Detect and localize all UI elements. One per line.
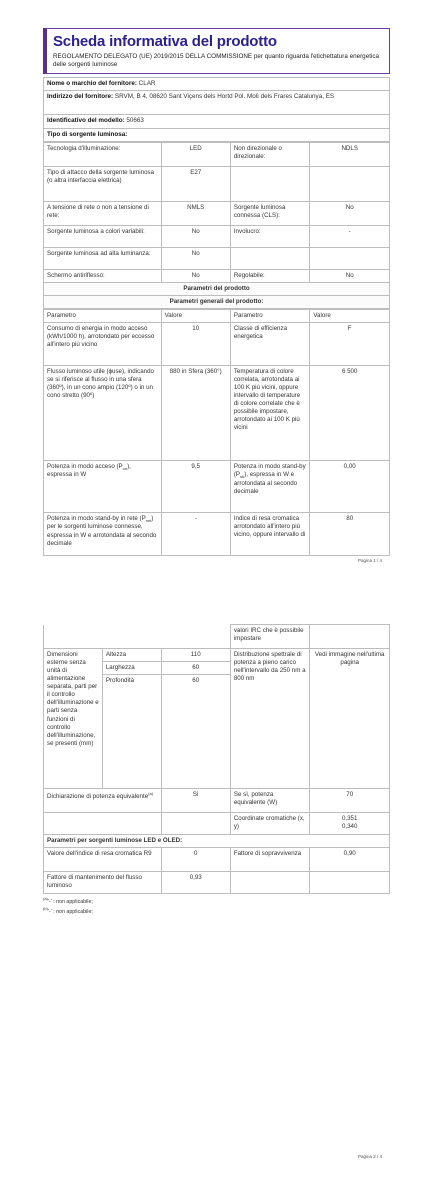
survival-value: 0,90 <box>310 848 390 872</box>
cell-value: LED <box>161 142 230 166</box>
cell-value: No <box>161 247 230 269</box>
cell-label: Potenza in modo stand-by $(P_{sb})$, espressa in W e arrotondata al secondo decimale <box>230 461 310 513</box>
section-title: Parametri generali del prodotto: <box>44 295 390 308</box>
cell-label: Non direzionale o direzionale: <box>230 142 310 166</box>
column-header: Parametro <box>44 309 162 322</box>
cell-label: Temperatura di colore correlata, arrotondata ai 100 K più vicini, oppure intervallo di temperature di colore correlate che è possibile impostare, arrotondato ai 100 K più vicini <box>230 366 310 461</box>
page-2 <box>43 624 390 917</box>
page-1 <box>43 28 390 556</box>
cell-value: NDLS <box>310 142 390 166</box>
source-type-label: Tipo di sorgente luminosa: <box>47 130 128 138</box>
cell-label: Potenza in modo acceso $(P_{on})$, espressa in W <box>44 461 162 513</box>
spectral-label: Distribuzione spettrale di potenza a pieno carico nell'intervallo da 250 nm a 800 nm <box>230 649 310 789</box>
equiv-value: Sì <box>161 789 230 813</box>
cell-value: No <box>310 269 390 282</box>
r9-value: 0 <box>161 848 230 872</box>
chroma-y: 0,340 <box>341 823 358 831</box>
maint-value: 0,93 <box>161 872 230 894</box>
survival-label: Fattore di sopravvivenza <box>230 848 310 872</box>
table-row <box>44 166 390 201</box>
column-header: Valore <box>161 309 230 322</box>
cell-value: No <box>310 201 390 225</box>
section-title: Parametri del prodotto <box>44 282 390 295</box>
table-row <box>44 625 390 649</box>
cell-value: No <box>161 225 230 247</box>
cell-value: F <box>310 323 390 366</box>
table-row <box>44 142 390 166</box>
page-title: Scheda informativa del prodotto <box>53 33 277 50</box>
table-row <box>44 366 390 461</box>
cell-label <box>230 247 310 269</box>
cell-label: Schermo antiriflesso: <box>44 269 162 282</box>
cell-value: 80 <box>310 513 390 556</box>
footnote-a: $^{(a)}$'-' : non applicabile; <box>43 896 93 905</box>
cell-label: A tensione di rete o non a tensione di rete: <box>44 201 162 225</box>
cell-label: Involucro: <box>230 225 310 247</box>
source-type-row <box>43 129 390 142</box>
supplier-label: Nome o marchio del fornitore: <box>47 79 137 87</box>
page-number: Pagina 1 / 4 <box>358 558 383 563</box>
cell-label: Sorgente luminosa a colori variabili: <box>44 225 162 247</box>
supplier-value: CLAR <box>138 79 156 87</box>
cell-label: Sorgente luminosa ad alta luminanza: <box>44 247 162 269</box>
cell-value: 880 in Sfera (360°) <box>161 366 230 461</box>
model-row <box>43 115 390 129</box>
table-row <box>44 848 390 872</box>
cell-label: Potenza in modo stand-by in rete $(P_{net})$ per le sorgenti luminose connesse, espressa in W e arrotondata al secondo decimale <box>44 513 162 556</box>
cell-value: 0,00 <box>310 461 390 513</box>
r9-label: Valore dell'indice di resa cromatica R9 <box>44 848 162 872</box>
cell-label: Regolabile: <box>230 269 310 282</box>
equiv-power-value: 70 <box>310 789 390 813</box>
model-label: Identificativo del modello: <box>47 116 125 124</box>
chroma-label: Coordinate cromatiche (x, y) <box>230 813 310 835</box>
cell-value: 9,5 <box>161 461 230 513</box>
column-header: Valore <box>310 309 390 322</box>
supplier-row <box>43 77 390 91</box>
dim-width-label: Larghezza <box>102 662 161 675</box>
column-header: Parametro <box>230 309 310 322</box>
cell-label: Indice di resa cromatica arrotondato all'intero più vicino, oppure intervallo di <box>230 513 310 556</box>
dim-depth-value: 60 <box>161 675 230 789</box>
table-row <box>44 323 390 366</box>
equiv-label: Dichiarazione di potenza equivalente$^{(a)}$ <box>44 789 162 813</box>
chroma-value <box>310 813 390 835</box>
cell-value: 10 <box>161 323 230 366</box>
source-table <box>43 142 390 309</box>
dimensions-table <box>43 624 390 894</box>
model-value: 50663 <box>126 116 144 124</box>
cell-value: NMLS <box>161 201 230 225</box>
table-row <box>44 269 390 282</box>
cell-label: Flusso luminoso utile (ϕuse), indicando se si riferisce al flusso in una sfera (360º), in un cono ampio (120º) o in un cono stretto (90º) <box>44 366 162 461</box>
cell-value: - <box>310 225 390 247</box>
cell-label: Classe di efficienza energetica <box>230 323 310 366</box>
dim-height-value: 110 <box>161 649 230 662</box>
table-row <box>44 835 390 848</box>
page-number: Pagina 2 / 4 <box>358 1154 383 1159</box>
column-header-row <box>44 309 390 322</box>
cell-value: E27 <box>161 166 230 201</box>
address-row <box>43 91 390 115</box>
table-row <box>44 201 390 225</box>
title-box <box>43 28 390 74</box>
equiv-power-label: Se sì, potenza equivalente (W) <box>230 789 310 813</box>
dimensions-label: Dimensioni esterne senza unità di alimentazione separata, parti per il controllo dell'illuminazione e parti senza funzioni di controllo dell'illuminazione, se presenti (mm) <box>44 649 103 789</box>
spectral-value: Vedi immagine nell'ultima pagina <box>310 649 390 789</box>
dim-height-label: Altezza <box>102 649 161 662</box>
cell-label: Sorgente luminosa connessa (CLS): <box>230 201 310 225</box>
cell-label: Tipo di attacco della sorgente luminosa (o altra interfaccia elettrica) <box>44 166 162 201</box>
maint-label: Fattore di mantenimento del flusso luminoso <box>44 872 162 894</box>
table-row <box>44 872 390 894</box>
cell-value: - <box>161 513 230 556</box>
cell-label <box>230 166 310 201</box>
table-row <box>44 282 390 295</box>
dim-width-value: 60 <box>161 662 230 675</box>
section-title: Parametri per sorgenti luminose LED e OLED: <box>44 835 390 848</box>
table-row <box>44 461 390 513</box>
address-value: SRVM, B 4, 08620 Sant Viçens dels Hortd Pol. Molì dels Frares Catalunya, ES <box>114 92 335 100</box>
table-row <box>44 513 390 556</box>
chroma-x: 0,351 <box>341 815 358 823</box>
table-row <box>44 649 390 662</box>
cell-value <box>310 247 390 269</box>
footnote-b: $^{(b)}$'-' : non applicabile; <box>43 906 93 916</box>
table-row <box>44 225 390 247</box>
cell-label: Tecnologia d'illuminazione: <box>44 142 162 166</box>
cell-label: Consumo di energia in modo acceso (kWh/1000 h), arrotondato per eccesso all'intero più vicino <box>44 323 162 366</box>
cell-value: 6 500 <box>310 366 390 461</box>
table-row <box>44 789 390 813</box>
footnotes <box>43 896 390 916</box>
table-row <box>44 247 390 269</box>
table-row <box>44 813 390 835</box>
general-params-table <box>43 309 390 556</box>
cell-value <box>310 166 390 201</box>
table-row <box>44 295 390 308</box>
address-label: Indirizzo del fornitore: <box>47 92 114 100</box>
cell-value: No <box>161 269 230 282</box>
dim-depth-label: Profondità <box>102 675 161 789</box>
cell-label: valori IRC che è possibile impostare <box>230 625 310 649</box>
regulation-subtitle: REGOLAMENTO DELEGATO (UE) 2019/2015 DELLA COMMISSIONE per quanto riguarda l'etichettatura energetica delle sorgenti luminose <box>53 53 379 69</box>
